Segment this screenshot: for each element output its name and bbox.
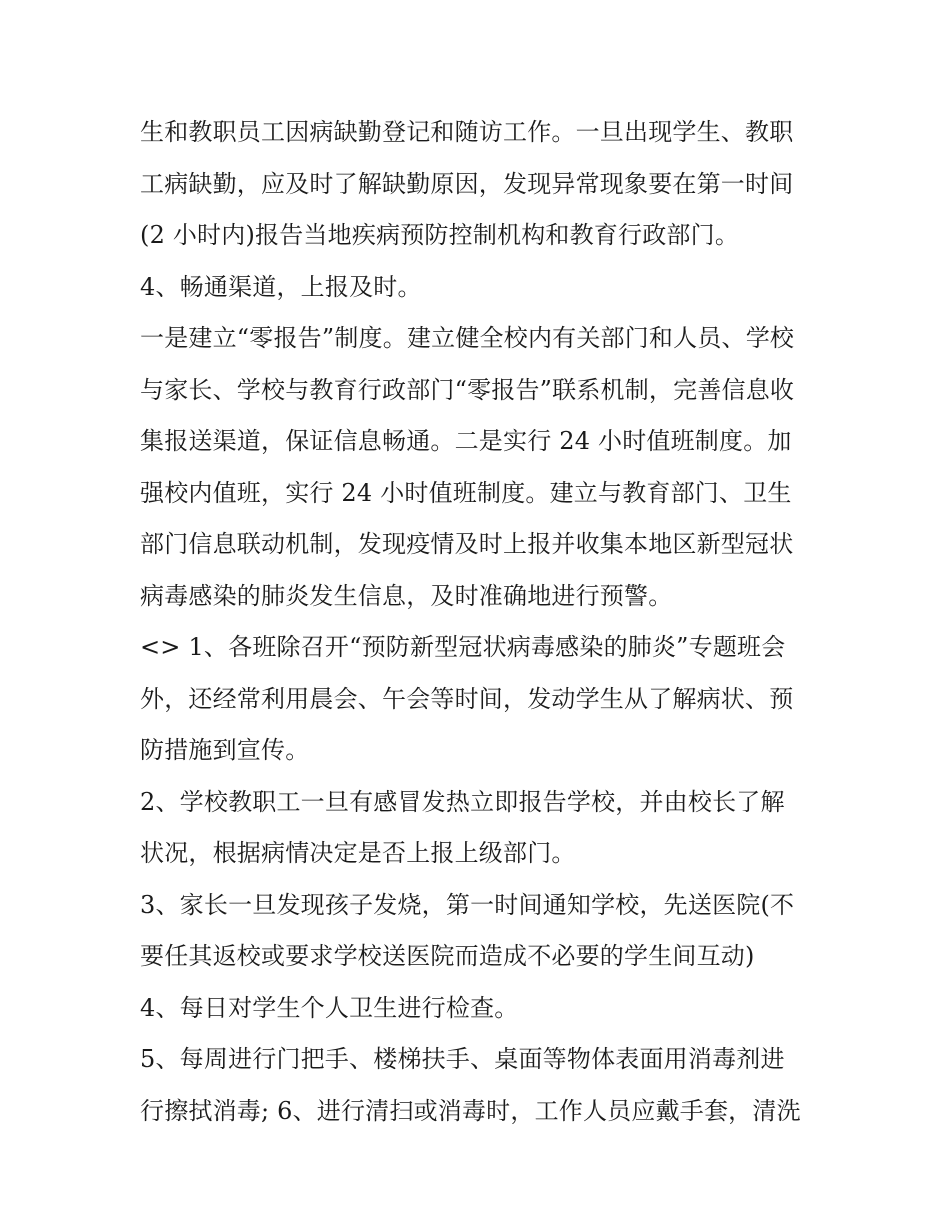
list-item-line: 2、学校教职工一旦有感冒发热立即报告学校，并由校长了解 [140,787,785,816]
text-line: 生和教职员工因病缺勤登记和随访工作。一旦出现学生、教职 [140,118,794,146]
list-item-line: 3、家长一旦发现孩子发烧，第一时间通知学校，先送医院(不 [140,890,795,919]
list-item-line: 5、每周进行门把手、楼梯扶手、桌面等物体表面用消毒剂进 [140,1045,785,1073]
text-line: 状况，根据病情决定是否上报上级部门。 [140,839,576,867]
text-line: (2 小时内)报告当地疾病预防控制机构和教育行政部门。 [140,221,740,249]
text-line: 与家长、学校与教育行政部门“零报告”联系机制，完善信息收 [140,375,795,404]
text-line: 强校内值班，实行 24 小时值班制度。建立与教育部门、卫生 [140,478,792,507]
text-line: 病毒感染的肺炎发生信息，及时准确地进行预警。 [140,581,673,610]
document-body [140,107,820,1137]
text-line: 工病缺勤，应及时了解缺勤原因，发现异常现象要在第一时间 [140,169,794,198]
text-line: 行擦拭消毒; 6、进行清扫或消毒时，工作人员应戴手套，清洗 [140,1096,801,1125]
text-line: 要任其返校或要求学校送医院而造成不必要的学生间互动) [140,942,755,970]
text-line: 防措施到宣传。 [140,736,310,764]
text-line: 部门信息联动机制，发现疫情及时上报并收集本地区新型冠状 [140,530,794,558]
list-item-line: <> 1、各班除召开“预防新型冠状病毒感染的肺炎”专题班会 [140,633,786,661]
list-item-line: 4、每日对学生个人卫生进行检查。 [140,993,519,1022]
text-line: 集报送渠道，保证信息畅通。二是实行 24 小时值班制度。加 [140,427,792,455]
text-line: 一是建立“零报告”制度。建立健全校内有关部门和人员、学校 [140,324,795,352]
section-heading: 4、畅通渠道，上报及时。 [140,272,422,301]
text-line: 外，还经常利用晨会、午会等时间，发动学生从了解病状、预 [140,684,794,713]
